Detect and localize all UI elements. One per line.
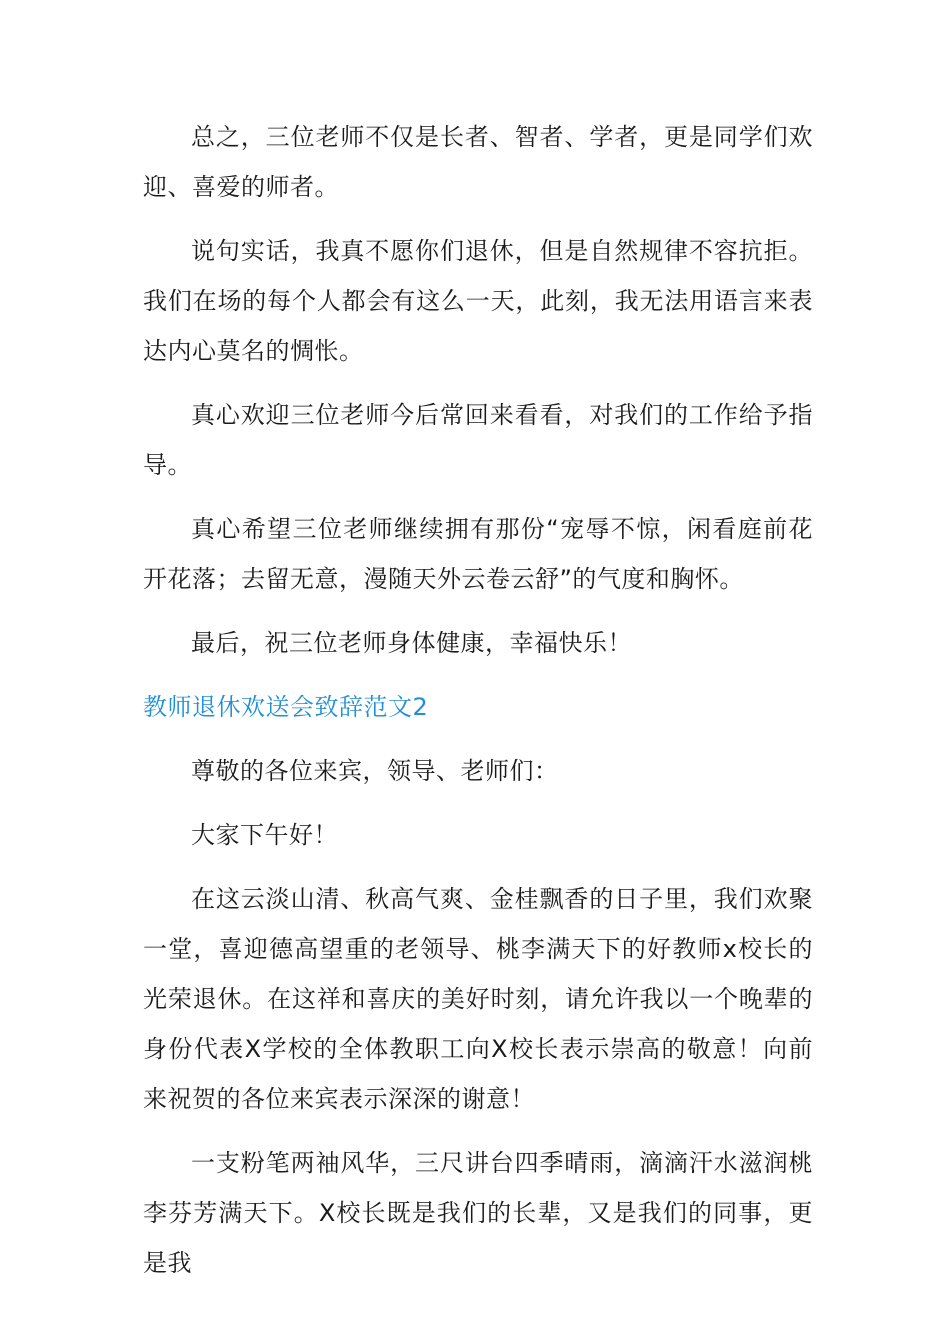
paragraph: 在这云淡山清、秋高气爽、金桂飘香的日子里，我们欢聚一堂，喜迎德高望重的老领导、桃李满天下的好教师x校长的光荣退休。在这祥和喜庆的美好时刻，请允许我以一个晚辈的身份代表X学校的全体教职工向X校长表示崇高的敬意！向前来祝贺的各位来宾表示深深的谢意！ (143, 885, 813, 1113)
paragraph: 真心希望三位老师继续拥有那份“宠辱不惊，闲看庭前花开花落；去留无意，漫随天外云卷云舒”的气度和胸怀。 (143, 515, 813, 593)
paragraph: 说句实话，我真不愿你们退休，但是自然规律不容抗拒。我们在场的每个人都会有这么一天，此刻，我无法用语言来表达内心莫名的惆怅。 (143, 237, 813, 365)
paragraph: 一支粉笔两袖风华，三尺讲台四季晴雨，滴滴汗水滋润桃李芬芳满天下。X校长既是我们的长辈，又是我们的同事，更是我 (143, 1149, 813, 1277)
section-heading: 教师退休欢送会致辞范文2 (143, 693, 429, 721)
document-body (143, 112, 813, 1302)
paragraph: 总之，三位老师不仅是长者、智者、学者，更是同学们欢迎、喜爱的师者。 (143, 123, 813, 201)
paragraph: 真心欢迎三位老师今后常回来看看，对我们的工作给予指导。 (143, 401, 813, 479)
paragraph: 最后，祝三位老师身体健康，幸福快乐！ (191, 629, 632, 657)
paragraph: 尊敬的各位来宾，领导、老师们： (191, 757, 559, 785)
paragraph: 大家下午好！ (191, 821, 338, 849)
